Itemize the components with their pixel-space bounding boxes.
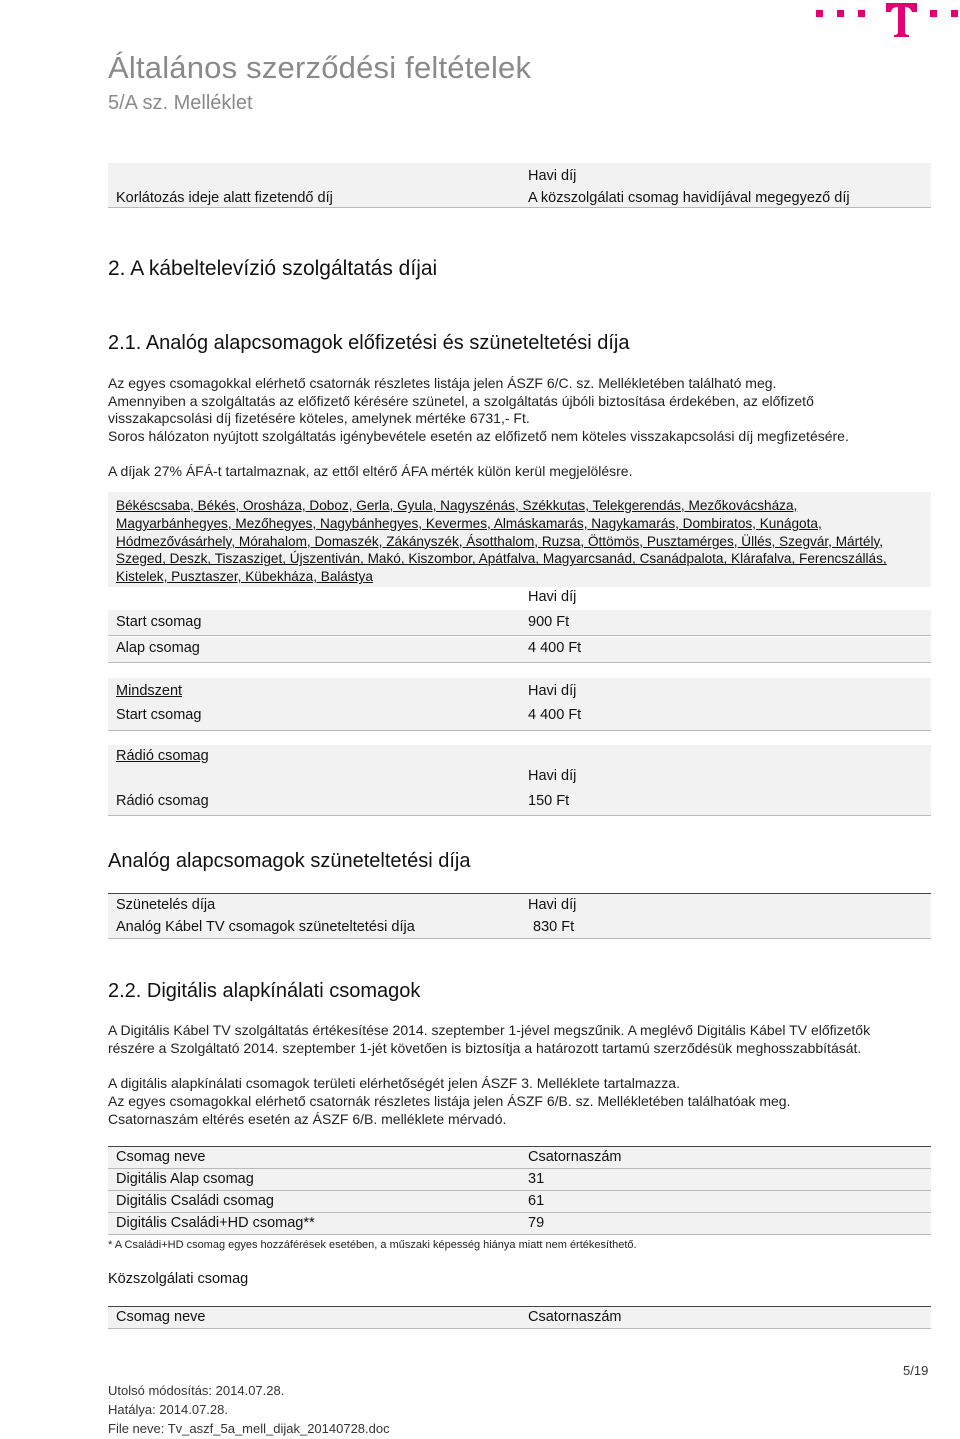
divider (108, 938, 931, 939)
section-2-2-heading: 2.2. Digitális alapkínálati csomagok (108, 980, 421, 1002)
digital-channel-count: 79 (528, 1215, 545, 1231)
page-number: 5/19 (903, 1363, 929, 1378)
divider (108, 1328, 931, 1329)
logo-dot-3 (858, 10, 865, 17)
logo-dot-5 (951, 10, 958, 17)
restriction-label: Korlátozás ideje alatt fizetendő díj (116, 190, 333, 206)
package-price: 4 400 Ft (528, 707, 582, 723)
divider (108, 730, 931, 731)
footer-filename: File neve: Tv_aszf_5a_mell_dijak_20140728.doc (108, 1421, 390, 1436)
paragraph: A Digitális Kábel TV szolgáltatás értékesítése 2014. szeptember 1-jével megszűnik. A meglévő Digitális Kábel TV előfizetők (108, 1022, 871, 1038)
divider (108, 207, 931, 208)
paragraph: Amennyiben a szolgáltatás az előfizető kérésére szünetel, a szolgáltatás újbóli biztosítása érdekében, az előfizető (108, 393, 814, 409)
package-name: Start csomag (116, 614, 202, 630)
paragraph: A digitális alapkínálati csomagok területi elérhetőségét jelen ÁSZF 3. Melléklete tartalmazza. (108, 1075, 680, 1091)
digital-package-name: Digitális Családi csomag (116, 1193, 274, 1209)
paragraph: részére a Szolgáltató 2014. szeptember 1-jét követően is biztosítja a határozott tartamú szerződésük meghosszabbítását. (108, 1040, 862, 1056)
price-col-header: Havi díj (528, 589, 577, 605)
cities-line: Békéscsaba, Békés, Orosháza, Doboz, Gerla, Gyula, Nagyszénás, Székkutas, Telekgerendás, Mezőkovácsháza, (116, 498, 798, 513)
cities-line: Kistelek, Pusztaszer, Kübekháza, Balástya (116, 569, 373, 585)
suspension-label: Analóg Kábel TV csomagok szüneteltetési díja (116, 919, 415, 935)
digital-col2: Csatornaszám (528, 1149, 622, 1165)
document-title: Általános szerződési feltételek (108, 50, 532, 85)
telekom-logo (814, 3, 960, 37)
price-col-header: Havi díj (528, 683, 577, 699)
paragraph: Csatornaszám eltérés esetén az ÁSZF 6/B. melléklete mérvadó. (108, 1111, 507, 1127)
vat-note: A díjak 27% ÁFÁ-t tartalmaznak, az ettől eltérő ÁFA mérték külön kerül megjelölésre. (108, 463, 633, 479)
package-price: 150 Ft (528, 793, 570, 809)
suspension-col2: Havi díj (528, 897, 577, 913)
section-2-1-heading: 2.1. Analóg alapcsomagok előfizetési és szüneteltetési díja (108, 332, 630, 354)
digital-package-name: Digitális Alap csomag (116, 1171, 254, 1187)
table-header-row (108, 1147, 931, 1168)
footer-effective: Hatálya: 2014.07.28. (108, 1402, 228, 1417)
table-header-row (108, 1307, 931, 1328)
divider (108, 815, 931, 816)
paragraph: Soros hálózaton nyújtott szolgáltatás igénybevétele esetén az előfizető nem köteles visszakapcsolási díj megfizetésére. (108, 428, 849, 444)
package-name: Rádió csomag (116, 793, 209, 809)
package-name: Alap csomag (116, 640, 200, 656)
cities-line: Hódmezővásárhely, Mórahalom, Domaszék, Zákányszék, Ásotthalom, Ruzsa, Öttömös, Pusztamérges, Üllés, Szegvár, Mártély, (116, 533, 884, 549)
logo-dot-1 (816, 10, 823, 17)
location-label: Mindszent (116, 683, 183, 699)
group-label: Rádió csomag (116, 748, 209, 764)
digital-channel-count: 61 (528, 1193, 545, 1209)
divider (108, 662, 931, 663)
divider (108, 1234, 931, 1235)
radio-table (108, 745, 931, 815)
digital-channel-count: 31 (528, 1171, 545, 1187)
cities-line: Szeged, Deszk, Tiszasziget, Újszentiván, Makó, Kiszombor, Apátfalva, Magyarcsanád, Csanádpalota, Klárafalva, Ferencszállás, (116, 551, 887, 567)
footer-modified: Utolsó módosítás: 2014.07.28. (108, 1383, 285, 1398)
logo-dot-2 (837, 10, 844, 17)
table-row (108, 637, 931, 662)
logo-dot-4 (930, 10, 937, 17)
cities-list (116, 497, 926, 586)
cities-line: Magyarbánhegyes, Mezőhegyes, Nagybánhegyes, Kevermes, Almáskamarás, Nagykamarás, Dombiratos, Kunágota, (116, 515, 822, 531)
divider (108, 635, 931, 636)
public-service-heading: Közszolgálati csomag (108, 1271, 249, 1287)
table-row (108, 610, 931, 635)
paragraph: visszakapcsolási díj fizetésére köteles, amelynek mértéke 6731,- Ft. (108, 410, 530, 426)
price-col-header: Havi díj (528, 768, 577, 784)
logo-t-shape (886, 3, 917, 37)
footnote: * A Családi+HD csomag egyes hozzáférések esetében, a műszaki képesség hiánya miatt nem értékesíthető. (108, 1239, 637, 1251)
section-2-heading: 2. A kábeltelevízió szolgáltatás díjai (108, 257, 438, 280)
restriction-col-header: Havi díj (528, 168, 577, 184)
restriction-value: A közszolgálati csomag havidíjával megegyező díj (528, 190, 850, 206)
digital-col1: Csomag neve (116, 1149, 206, 1165)
public-col1: Csomag neve (116, 1309, 206, 1325)
public-col2: Csatornaszám (528, 1309, 622, 1325)
package-price: 4 400 Ft (528, 640, 582, 656)
suspension-value: 830 Ft (533, 919, 575, 935)
suspension-col1: Szünetelés díja (116, 897, 216, 913)
mindszent-table (108, 678, 931, 730)
package-price: 900 Ft (528, 614, 570, 630)
digital-package-name: Digitális Családi+HD csomag** (116, 1215, 315, 1231)
paragraph: Az egyes csomagokkal elérhető csatornák részletes listája jelen ÁSZF 6/B. sz. Mellékletében találhatóak meg. (108, 1093, 791, 1109)
suspension-heading: Analóg alapcsomagok szüneteltetési díja (108, 850, 471, 872)
package-name: Start csomag (116, 707, 202, 723)
paragraph: Az egyes csomagokkal elérhető csatornák részletes listája jelen ÁSZF 6/C. sz. Mellékletében található meg. (108, 375, 777, 391)
document-subtitle: 5/A sz. Melléklet (108, 92, 253, 114)
